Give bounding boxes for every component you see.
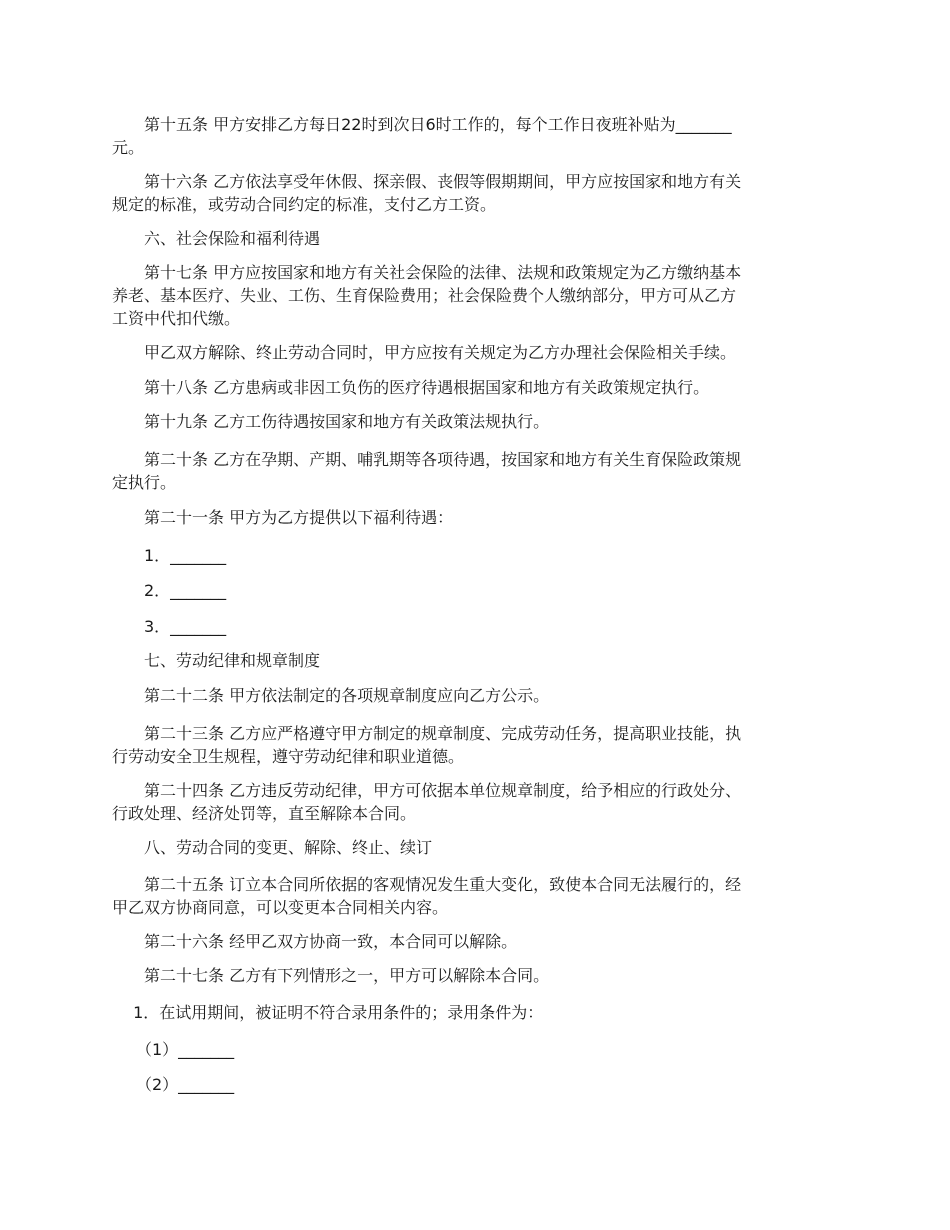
article-27-item-1: 1．在试用期间，被证明不符合录用条件的；录用条件为： [112,1003,544,1022]
article-24: 第二十四条 乙方违反劳动纪律，甲方可依据本单位规章制度，给予相应的行政处分、 行政处理、经济处罚等，直至解除本合同。 [112,781,742,823]
article-25: 第二十五条 订立本合同所依据的客观情况发生重大变化，致使本合同无法履行的，经 甲乙双方协商同意，可以变更本合同相关内容。 [112,875,742,917]
section-7-heading: 七、劳动纪律和规章制度 [112,651,321,670]
article-21: 第二十一条 甲方为乙方提供以下福利待遇： [112,508,454,527]
article-17: 第十七条 甲方应按国家和地方有关社会保险的法律、法规和政策规定为乙方缴纳基本 养老、基本医疗、失业、工伤、生育保险费用；社会保险费个人缴纳部分，甲方可从乙方 工资中代扣代缴。 [112,263,742,328]
article-18: 第十八条 乙方患病或非因工负伤的医疗待遇根据国家和地方有关政策规定执行。 [112,378,710,397]
article-16: 第十六条 乙方依法享受年休假、探亲假、丧假等假期期间，甲方应按国家和地方有关 规定的标准，或劳动合同约定的标准，支付乙方工资。 [112,172,742,214]
section-6-heading: 六、社会保险和福利待遇 [112,229,321,248]
article-15: 第十五条 甲方安排乙方每日22时到次日6时工作的，每个工作日夜班补贴为_______ 元。 [112,115,732,157]
welfare-item-1: 1．_______ [112,546,227,565]
condition-2: （2）_______ [112,1075,235,1094]
article-26: 第二十六条 经甲乙双方协商一致，本合同可以解除。 [112,932,518,951]
article-22: 第二十二条 甲方依法制定的各项规章制度应向乙方公示。 [112,686,550,705]
section-8-heading: 八、劳动合同的变更、解除、终止、续订 [112,838,433,857]
article-19: 第十九条 乙方工伤待遇按国家和地方有关政策法规执行。 [112,412,550,431]
welfare-item-3: 3．_______ [112,617,227,636]
article-17-supplement: 甲乙双方解除、终止劳动合同时，甲方应按有关规定为乙方办理社会保险相关手续。 [112,343,737,362]
article-23: 第二十三条 乙方应严格遵守甲方制定的规章制度、完成劳动任务，提高职业技能，执 行劳动安全卫生规程，遵守劳动纪律和职业道德。 [112,724,742,766]
article-27: 第二十七条 乙方有下列情形之一，甲方可以解除本合同。 [112,966,550,985]
welfare-item-2: 2．_______ [112,581,227,600]
article-20: 第二十条 乙方在孕期、产期、哺乳期等各项待遇，按国家和地方有关生育保险政策规 定执行。 [112,450,742,492]
condition-1: （1）_______ [112,1040,235,1059]
